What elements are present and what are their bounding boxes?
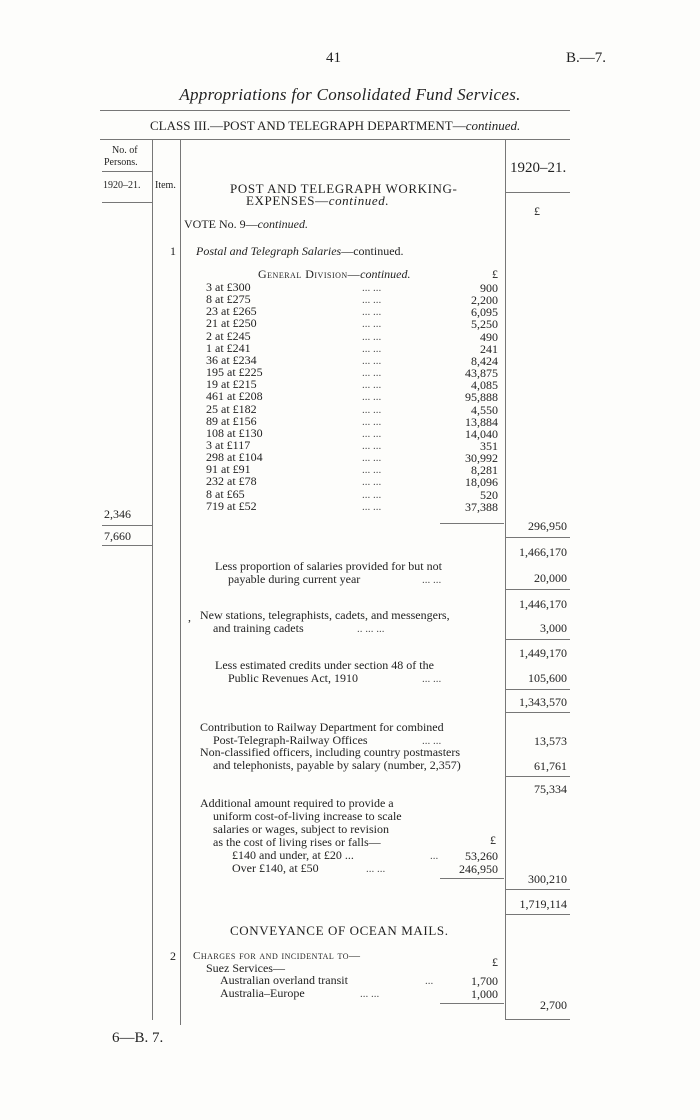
salary-row-dots: ... ... xyxy=(362,476,382,489)
general-division-cont: continued. xyxy=(360,267,411,281)
salary-row-label: 3 at £117 xyxy=(206,437,251,452)
salary-row-amount: 6,095 xyxy=(471,305,498,320)
general-division-main: General Division— xyxy=(258,267,361,281)
col-header-currency: £ xyxy=(534,204,540,218)
salary-row-dots: ... ... xyxy=(362,464,382,477)
salary-row-dots: ... ... xyxy=(362,318,382,331)
persons-total-rule xyxy=(102,545,152,546)
contribution-line1: Contribution to Railway Department for combined xyxy=(200,720,444,734)
additional-line3: salaries or wages, subject to revision xyxy=(213,822,389,836)
salary-row-label: 719 at £52 xyxy=(206,498,257,513)
salary-row-amount: 520 xyxy=(480,487,498,502)
section1-heading-line2-main: EXPENSES— xyxy=(246,193,329,208)
salary-row-dots: ... ... xyxy=(362,488,382,501)
column-divider-amount xyxy=(505,140,506,1020)
header-top-rule xyxy=(100,139,570,140)
salary-row-dots: ... ... xyxy=(362,367,382,380)
new-stations-bullet: , xyxy=(188,610,191,624)
rule-r3 xyxy=(506,639,570,640)
year-right-rule xyxy=(506,192,570,193)
general-division-heading xyxy=(258,268,410,280)
less-credits-dots: ... ... xyxy=(422,673,442,685)
additional-currency: £ xyxy=(490,833,496,847)
salary-col-currency: £ xyxy=(492,267,498,281)
salary-row-amount: 490 xyxy=(480,329,498,344)
suez-heading: Suez Services— xyxy=(206,961,285,975)
persons-sum-rule xyxy=(102,525,152,526)
salary-row-dots: ... ... xyxy=(362,415,382,428)
rule-r7 xyxy=(506,889,570,890)
salary-row-label: 461 at £208 xyxy=(206,389,263,404)
salary-row-amount: 5,250 xyxy=(471,317,498,332)
salary-row-dots: ... ... xyxy=(362,427,382,440)
salary-row-label: 23 at £265 xyxy=(206,304,257,319)
salary-row-dots: ... ... xyxy=(362,379,382,392)
grand-total: 1,719,114 xyxy=(519,897,567,911)
persons-count-b: 7,660 xyxy=(104,529,131,543)
salary-row-dots: ... ... xyxy=(362,403,382,416)
salary-row-label: 3 at £300 xyxy=(206,280,251,294)
salaries-subheading-cont: —continued. xyxy=(341,244,404,258)
running-total-1: 1,466,170 xyxy=(519,545,567,559)
salary-row-label: 25 at £182 xyxy=(206,401,257,416)
class-heading xyxy=(150,118,520,134)
salary-row-dots: ... ... xyxy=(362,439,382,452)
suez-row2-label: Australia–Europe xyxy=(220,986,305,1000)
salary-row-label: 8 at £65 xyxy=(206,486,245,501)
salary-row-dots: ... ... xyxy=(362,306,382,319)
salary-row-label: 298 at £104 xyxy=(206,450,263,465)
salary-row-dots: ... ... xyxy=(362,452,382,465)
rule-r2 xyxy=(506,589,570,590)
salary-row-dots: ... ... xyxy=(362,391,382,404)
additional-row2-label: Over £140, at £50 xyxy=(232,861,319,875)
section2-heading: CONVEYANCE OF OCEAN MAILS. xyxy=(230,923,449,938)
less-credits-line2: Public Revenues Act, 1910 xyxy=(228,671,358,685)
salary-row-amount: 900 xyxy=(480,281,498,295)
column-divider-persons xyxy=(152,140,153,1020)
section1-heading-line2-cont: continued. xyxy=(328,193,390,208)
section1-heading-line1: POST AND TELEGRAPH WORKING- xyxy=(230,181,458,196)
salary-row-label: 91 at £91 xyxy=(206,462,251,477)
new-stations-dots: .. ... ... xyxy=(357,623,385,635)
salary-row-label: 232 at £78 xyxy=(206,474,257,489)
additional-row1-amount: 53,260 xyxy=(465,849,498,863)
salary-row-amount: 8,424 xyxy=(471,353,498,368)
nonclassified-line2: and telephonists, payable by salary (number, 2,357) xyxy=(213,758,461,772)
salary-row-amount: 13,884 xyxy=(465,414,498,429)
new-stations-amount: 3,000 xyxy=(540,621,567,635)
persons-year-rule xyxy=(102,202,152,203)
document-reference: B.—7. xyxy=(566,50,607,66)
item-number-2: 2 xyxy=(170,949,176,963)
vote-line-cont: continued. xyxy=(257,217,308,231)
salary-row-dots: ... ... xyxy=(362,342,382,355)
rule-r1 xyxy=(506,537,570,538)
footer-reference: 6—B. 7. xyxy=(112,1030,164,1046)
suez-row1-amount: 1,700 xyxy=(471,974,498,988)
less-proportion-line1: Less proportion of salaries provided for but not xyxy=(215,559,442,573)
section2-total-rule xyxy=(506,1019,570,1020)
salary-row-dots: ... ... xyxy=(362,282,382,294)
salary-row-label: 195 at £225 xyxy=(206,365,263,380)
column-divider-item xyxy=(180,140,181,1025)
class-heading-cont: continued. xyxy=(465,118,521,133)
salaries-subheading xyxy=(196,245,404,257)
page-title: Appropriations for Consolidated Fund Services. xyxy=(179,85,521,104)
additional-row2-amount: 246,950 xyxy=(459,862,498,876)
salary-row-amount: 8,281 xyxy=(471,463,498,478)
additional-line4: as the cost of living rises or falls— xyxy=(213,835,381,849)
title-rule xyxy=(100,110,570,111)
suez-row2-amount: 1,000 xyxy=(471,987,498,1001)
salary-row-amount: 43,875 xyxy=(465,366,498,381)
additional-row1-label: £140 and under, at £20 ... xyxy=(232,848,354,862)
page-number: 41 xyxy=(326,50,341,66)
col-header-no-of: No. of xyxy=(112,145,138,156)
new-stations-line2: and training cadets xyxy=(213,621,304,635)
rule-r8 xyxy=(506,914,570,915)
nonclassified-line1: Non-classified officers, including country postmasters xyxy=(200,745,461,759)
additional-sum-rule xyxy=(440,878,504,879)
col-header-year-right: 1920–21. xyxy=(510,160,567,176)
less-proportion-dots: ... ... xyxy=(422,574,442,586)
additional-total: 300,210 xyxy=(528,872,567,886)
salary-row-amount: 95,888 xyxy=(465,390,498,405)
new-stations-line1: New stations, telegraphists, cadets, and messengers, xyxy=(200,608,450,622)
contribution-line2: Post-Telegraph-Railway Offices xyxy=(213,733,368,747)
salary-row-label: 89 at £156 xyxy=(206,413,257,428)
suez-sum-rule xyxy=(440,1003,504,1004)
salary-row-dots: ... ... xyxy=(362,294,382,307)
rule-r4 xyxy=(506,689,570,690)
additional-row1-dots: ... xyxy=(430,850,439,862)
vote-line xyxy=(184,218,308,230)
salary-row-amount: 2,200 xyxy=(471,293,498,308)
running-total-3: 1,449,170 xyxy=(519,646,567,660)
additional-row2-dots: ... ... xyxy=(366,863,386,875)
salary-row-amount: 351 xyxy=(480,438,498,453)
salary-row-amount: 4,085 xyxy=(471,378,498,393)
salary-row-amount: 241 xyxy=(480,341,498,356)
salary-row-label: 1 at £241 xyxy=(206,340,251,355)
additional-line2: uniform cost-of-living increase to scale xyxy=(213,809,402,823)
less-proportion-amount: 20,000 xyxy=(534,571,567,585)
suez-row2-dots: ... ... xyxy=(360,988,380,1000)
less-proportion-line2: payable during current year xyxy=(228,572,361,586)
suez-row1-dots: ... xyxy=(425,975,434,987)
contribution-dots: ... ... xyxy=(422,735,442,747)
persons-count-a: 2,346 xyxy=(104,507,131,521)
salary-row-label: 8 at £275 xyxy=(206,292,251,307)
salary-row-amount: 14,040 xyxy=(465,426,498,441)
contribution-amount: 13,573 xyxy=(534,734,567,748)
persons-header-rule xyxy=(102,171,152,172)
suez-row1-label: Australian overland transit xyxy=(220,973,348,987)
salary-row-dots: ... ... xyxy=(362,500,382,513)
additional-line1: Additional amount required to provide a xyxy=(200,796,394,810)
col-header-year-left: 1920–21. xyxy=(103,180,141,191)
salaries-subheading-italic: Postal and Telegraph Salaries xyxy=(196,244,342,258)
rule-r5 xyxy=(506,712,570,713)
col-header-item: Item. xyxy=(155,180,176,191)
running-total-4: 1,343,570 xyxy=(519,695,567,709)
less-credits-line1: Less estimated credits under section 48 of the xyxy=(215,658,434,672)
subtotal-2: 75,334 xyxy=(534,782,567,796)
salary-row-dots: ... ... xyxy=(362,354,382,367)
charges-heading: Charges for and incidental to— xyxy=(193,950,361,962)
section2-currency: £ xyxy=(492,955,498,969)
running-total-2: 1,446,170 xyxy=(519,597,567,611)
section2-total: 2,700 xyxy=(540,998,567,1012)
item-number-1: 1 xyxy=(170,244,176,258)
rule-r6 xyxy=(506,776,570,777)
salary-row-dots: ... ... xyxy=(362,330,382,343)
salary-row-label: 108 at £130 xyxy=(206,425,263,440)
salary-sum-rule xyxy=(440,523,504,524)
salaries-subtotal: 296,950 xyxy=(528,519,567,533)
salary-row-amount: 37,388 xyxy=(465,499,498,514)
section1-heading-line2 xyxy=(246,193,389,209)
salary-row-amount: 18,096 xyxy=(465,475,498,490)
salary-row-label: 19 at £215 xyxy=(206,377,257,392)
salary-row-label: 2 at £245 xyxy=(206,328,251,343)
salary-row-label: 36 at £234 xyxy=(206,352,257,367)
salary-row-amount: 30,992 xyxy=(465,451,498,466)
nonclassified-amount: 61,761 xyxy=(534,759,567,773)
salary-row-label: 21 at £250 xyxy=(206,316,257,331)
vote-line-main: VOTE No. 9— xyxy=(184,217,258,231)
salary-row-amount: 4,550 xyxy=(471,402,498,417)
class-heading-main: CLASS III.—POST AND TELEGRAPH DEPARTMENT— xyxy=(150,118,466,133)
less-credits-amount: 105,600 xyxy=(528,671,567,685)
col-header-persons: Persons. xyxy=(104,157,138,168)
